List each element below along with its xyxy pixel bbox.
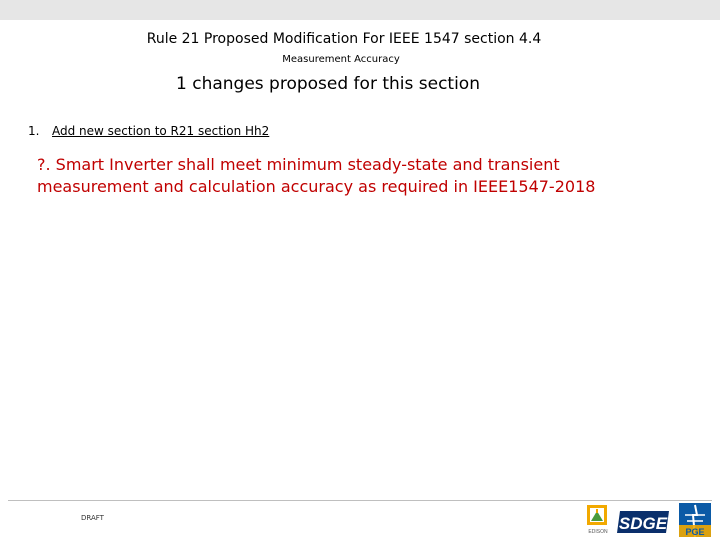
pge-logo [677,501,713,539]
list-item [28,124,269,138]
sdge-logo-text: SDGE [618,514,668,533]
sce-logo-text: EDISON [588,529,608,535]
list-item-number: 1. [28,124,40,138]
footer-divider [8,500,712,501]
top-band [0,0,720,20]
page-subtitle: Measurement Accuracy [282,54,400,65]
requirement-text: ?. Smart Inverter shall meet minimum steady-state and transient measurement and calculation accuracy as required in IEEE1547-2018 [37,155,596,196]
draft-label: DRAFT [81,514,104,522]
changes-heading: 1 changes proposed for this section [176,74,480,94]
list-item-text: Add new section to R21 section Hh2 [52,124,270,138]
page-title: Rule 21 Proposed Modification For IEEE 1547 section 4.4 [146,31,542,47]
pge-logo-text: PGE [685,527,705,537]
sdge-logo [617,505,672,537]
sce-logo [585,503,611,539]
